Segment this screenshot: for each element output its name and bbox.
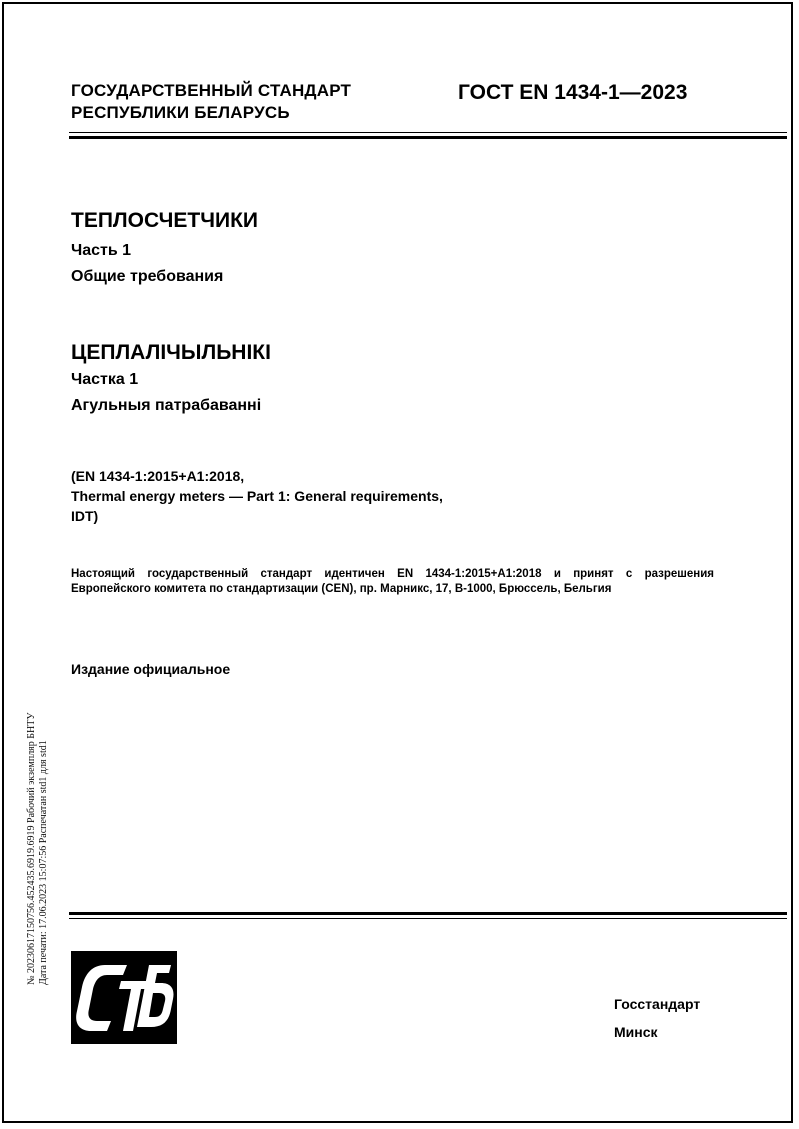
title-ru-subtitle: Общие требования [71,268,224,285]
adoption-notice [71,567,714,597]
en-reference [71,466,531,526]
stb-logo-icon [71,951,177,1044]
header-rule-thin [69,132,787,133]
footer-rule-thick [69,912,787,915]
en-reference-line3: IDT) [71,508,99,524]
standard-number: ГОСТ EN 1434-1—2023 [458,81,688,104]
adoption-notice-line2: Европейского комитета по стандартизации (CEN), пр. Марникс, 17, B-1000, Брюссель, Бельгия [71,583,612,595]
publisher-city: Минск [614,1024,658,1040]
header-rule-thick [69,136,787,139]
adoption-notice-line1: Настоящий государственный стандарт идентичен EN 1434-1:2015+A1:2018 и принят с разрешения [71,568,714,580]
edition-label: Издание официальное [71,661,231,677]
title-by-part: Частка 1 [71,371,139,388]
title-by-subtitle: Агульныя патрабаванні [71,397,262,414]
print-stamp-line1: № 20230617150756.452435.6919.6919 Рабочий экземпляр БНТУ [26,712,37,985]
en-reference-line2: Thermal energy meters — Part 1: General requirements, [71,488,443,504]
title-ru-main: ТЕПЛОСЧЕТЧИКИ [71,209,258,232]
print-stamp [26,585,50,985]
print-stamp-line2: Дата печати: 17.06.2023 15:07:56 Распечатан std1 для std1 [38,740,49,985]
publisher-name: Госстандарт [614,996,701,1012]
header-issuer [71,80,351,124]
title-ru-part: Часть 1 [71,242,132,259]
header-issuer-line2: РЕСПУБЛИКИ БЕЛАРУСЬ [71,103,290,122]
en-reference-line1: (EN 1434-1:2015+A1:2018, [71,468,245,484]
header-issuer-line1: ГОСУДАРСТВЕННЫЙ СТАНДАРТ [71,81,352,100]
footer-rule-thin [69,918,787,919]
title-by-main: ЦЕПЛАЛІЧЫЛЬНІКІ [71,341,271,364]
